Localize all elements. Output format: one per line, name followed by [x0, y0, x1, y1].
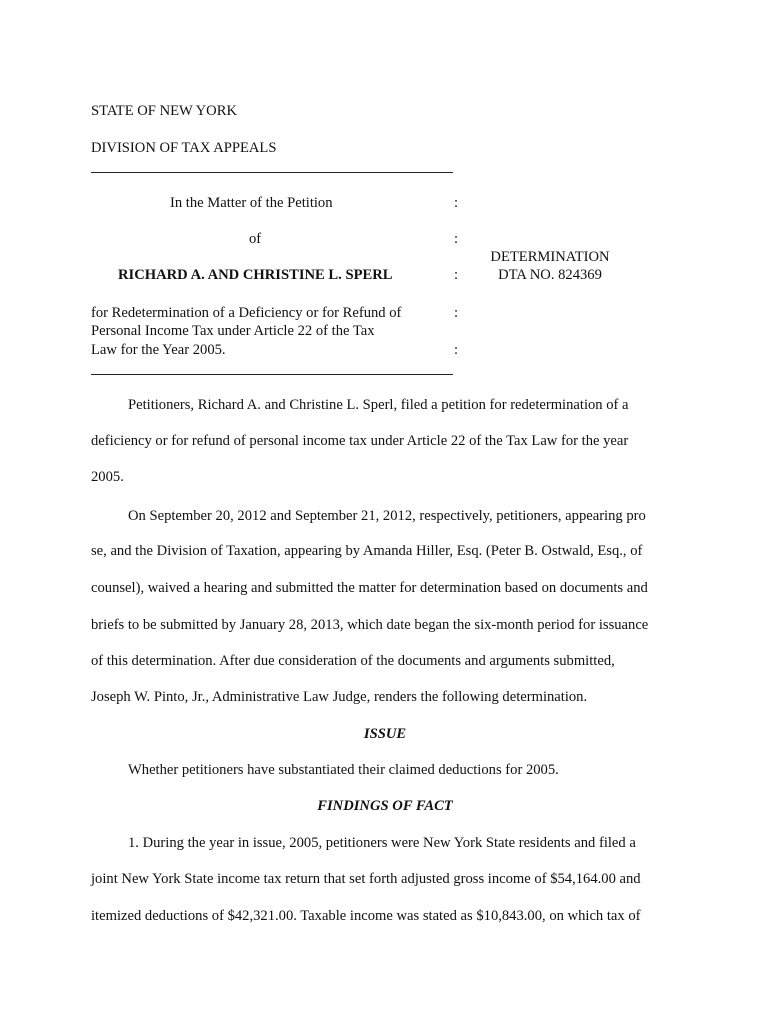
- procedure-line-3: counsel), waived a hearing and submitted the matter for determination based on documents and: [91, 580, 648, 596]
- issue-heading: ISSUE: [363, 726, 407, 742]
- determination-label: DETERMINATION: [490, 249, 610, 265]
- purpose-line-1: for Redetermination of a Deficiency or for Refund of: [91, 305, 402, 321]
- caption-colon-3: :: [454, 267, 459, 283]
- procedure-line-6: Joseph W. Pinto, Jr., Administrative Law Judge, renders the following determination.: [91, 689, 588, 705]
- purpose-line-2: Personal Income Tax under Article 22 of the Tax: [91, 323, 375, 339]
- intro-line-1: Petitioners, Richard A. and Christine L. Sperl, filed a petition for redetermination of a: [128, 397, 629, 413]
- of-line: of: [249, 231, 262, 247]
- caption-colon-4: :: [454, 305, 459, 321]
- procedure-line-4: briefs to be submitted by January 28, 2013, which date began the six-month period for issuance: [91, 617, 649, 633]
- intro-line-3: 2005.: [91, 469, 124, 485]
- purpose-line-3: Law for the Year 2005.: [91, 342, 226, 358]
- caption-colon-2: :: [454, 231, 459, 247]
- findings-heading: FINDINGS OF FACT: [317, 798, 453, 814]
- dta-number: DTA NO. 824369: [498, 267, 602, 283]
- matter-line: In the Matter of the Petition: [170, 195, 333, 211]
- finding-1-line-2: joint New York State income tax return that set forth adjusted gross income of $54,164.00 and: [91, 871, 641, 887]
- procedure-line-1: On September 20, 2012 and September 21, 2012, respectively, petitioners, appearing pro: [128, 508, 646, 524]
- finding-1-line-1: 1. During the year in issue, 2005, petitioners were New York State residents and filed a: [128, 835, 636, 851]
- caption-top-rule: [91, 172, 453, 173]
- division-heading: DIVISION OF TAX APPEALS: [91, 140, 277, 156]
- state-heading: STATE OF NEW YORK: [91, 103, 237, 119]
- issue-text: Whether petitioners have substantiated their claimed deductions for 2005.: [128, 762, 559, 778]
- caption-colon-1: :: [454, 195, 459, 211]
- intro-line-2: deficiency or for refund of personal income tax under Article 22 of the Tax Law for the year: [91, 433, 629, 449]
- procedure-line-5: of this determination. After due consideration of the documents and arguments submitted,: [91, 653, 615, 669]
- finding-1-line-3: itemized deductions of $42,321.00. Taxable income was stated as $10,843.00, on which tax of: [91, 908, 641, 924]
- caption-bottom-rule: [91, 374, 453, 375]
- procedure-line-2: se, and the Division of Taxation, appearing by Amanda Hiller, Esq. (Peter B. Ostwald, Esq., of: [91, 543, 643, 559]
- petitioner-names: RICHARD A. AND CHRISTINE L. SPERL: [118, 267, 393, 283]
- caption-colon-5: :: [454, 342, 459, 358]
